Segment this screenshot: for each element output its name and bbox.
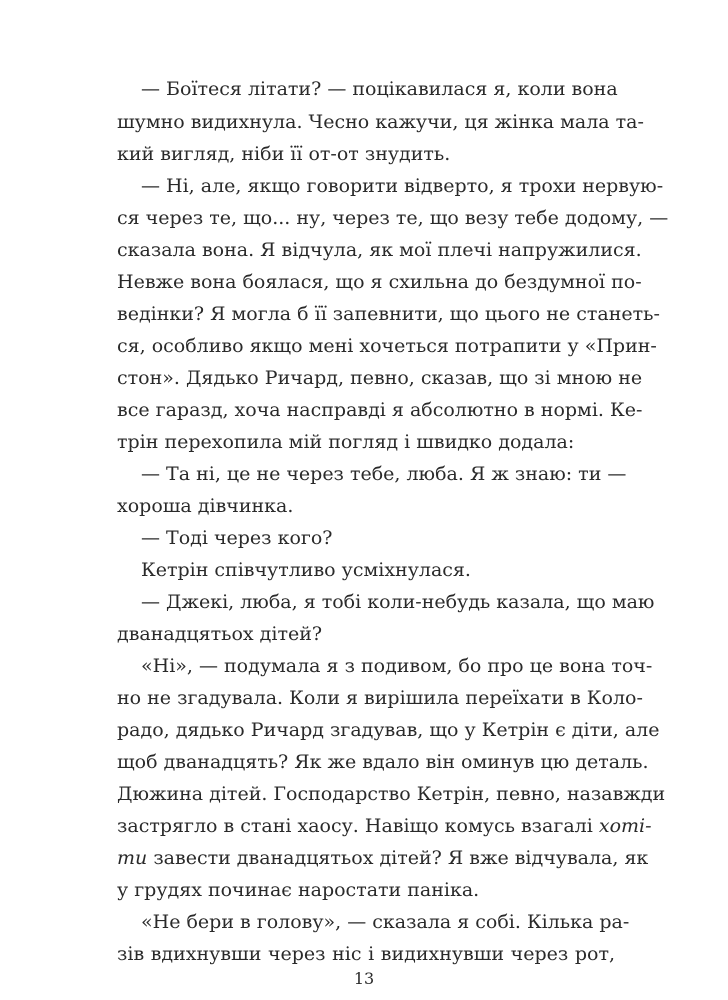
text-line [117,844,649,872]
text-line: — Боїтеся літати? — поцікавилася я, коли вона [141,78,618,100]
text-line: «Ні», — подумала я з подивом, бо про це вона точ- [141,655,653,677]
text-fragment: застрягло в стані хаосу. Навіщо комусь взагалі [117,815,593,837]
text-line: щоб дванадцять? Як же вдало він оминув цю деталь. [117,751,649,773]
text-line: — Ні, але, якщо говорити відверто, я трохи нервую- [141,175,664,197]
text-line: Невже вона боялася, що я схильна до бездумної по- [117,271,642,293]
text-line: — Тоді через кого? [141,527,333,549]
text-line: зів вдихнувши через ніс і видихнувши через рот, [117,943,615,965]
text-line: шумно видихнула. Чесно кажучи, ця жінка мала та- [117,111,644,133]
text-line: трін перехопила мій погляд і швидко додала: [117,431,575,453]
text-fragment: завести дванадцятьох дітей? Я вже відчувала, як [153,847,649,869]
text-line: — Та ні, це не через тебе, люба. Я ж знаю: ти — [141,463,627,485]
text-line: кий вигляд, ніби її от-от знудить. [117,143,451,165]
text-line: ся через те, що... ну, через те, що везу тебе додому, — [117,207,669,229]
text-line: сказала вона. Я відчула, як мої плечі напружилися. [117,239,642,261]
text-line: — Джекі, люба, я тобі коли-небудь казала, що маю [141,591,655,613]
italic-word: ти [117,847,148,869]
text-line: у грудях починає наростати паніка. [117,879,480,901]
text-line: ся, особливо якщо мені хочеться потрапити у «Прин- [117,335,657,357]
text-line: Дюжина дітей. Господарство Кетрін, певно, назавжди [117,783,666,805]
text-line: «Не бери в голову», — сказала я собі. Кілька ра- [141,911,630,933]
text-line: дванадцятьох дітей? [117,623,323,645]
page-number: 13 [353,969,375,988]
text-line: хороша дівчинка. [117,495,294,517]
text-line: стон». Дядько Ричард, певно, сказав, що зі мною не [117,367,643,389]
text-line: но не згадувала. Коли я вирішила переїхати в Коло- [117,687,643,709]
text-line: Кетрін співчутливо усміхнулася. [141,559,471,581]
italic-word: хоті- [598,815,652,837]
text-line: ведінки? Я могла б її запевнити, що цього не станеть- [117,303,660,325]
text-line [117,812,652,840]
text-line: все гаразд, хоча насправді я абсолютно в нормі. Ке- [117,399,643,421]
text-line: радо, дядько Ричард згадував, що у Кетрін є діти, але [117,719,660,741]
